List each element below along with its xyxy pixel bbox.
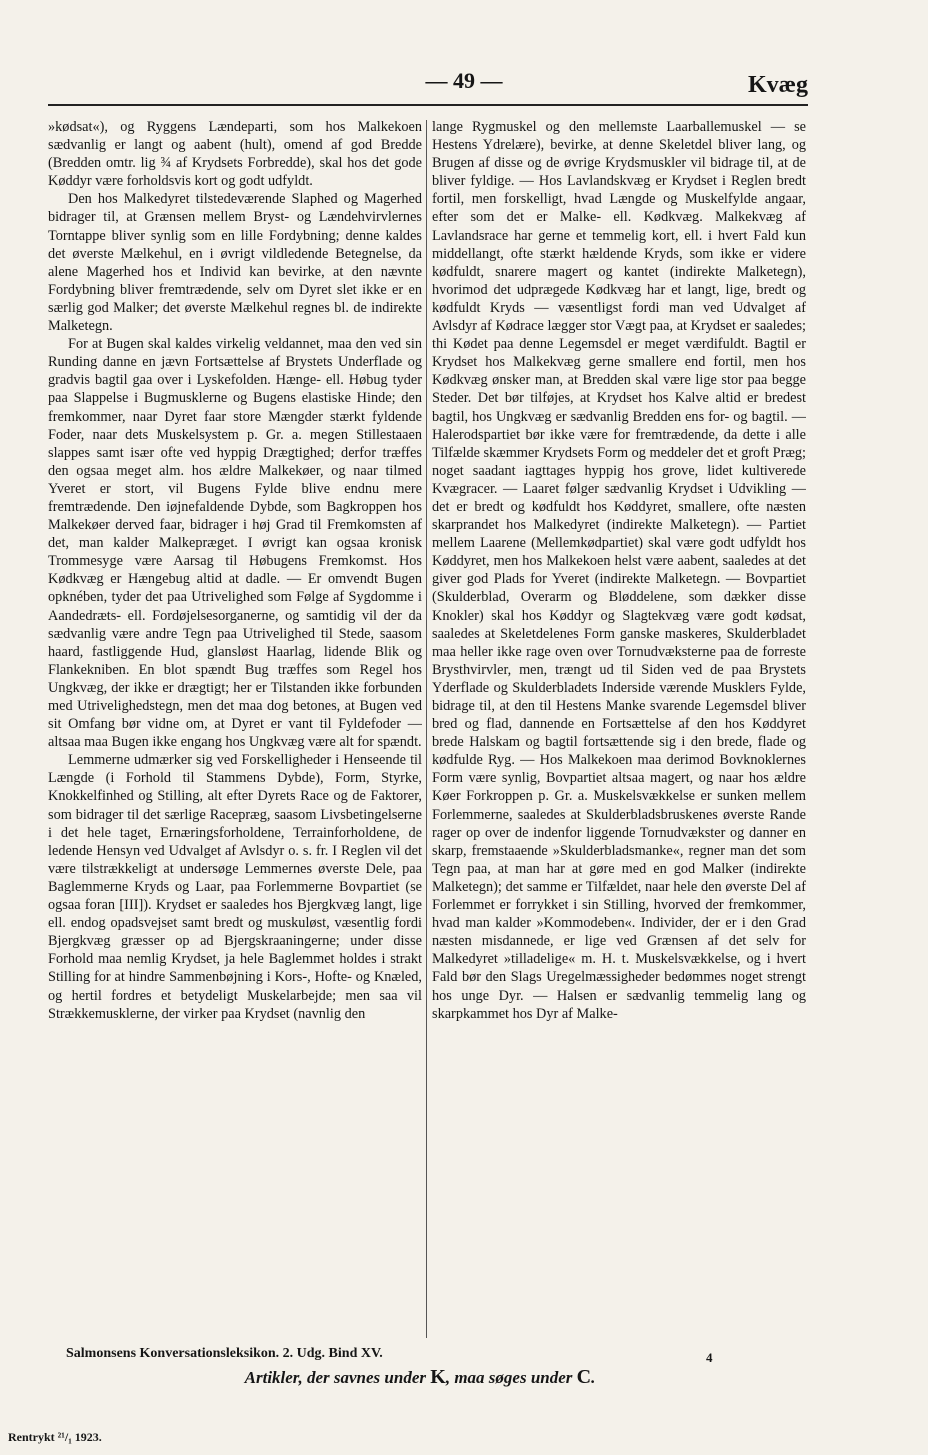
signature-mark: 4	[706, 1350, 713, 1365]
right-column	[432, 118, 806, 1346]
notice-letter: C	[576, 1366, 592, 1388]
reprint-note: Rentrykt ²¹/₁ 1923.	[8, 1430, 102, 1444]
left-column	[48, 118, 422, 1346]
footer-source: Salmonsens Konversationsleksikon. 2. Udg. Bind XV.	[66, 1346, 383, 1361]
column-divider	[426, 120, 427, 1338]
page-number: — 49 —	[425, 68, 503, 93]
header-rule	[48, 104, 808, 106]
running-head: Kvæg	[748, 72, 808, 98]
paragraph: Den hos Malkedyret tilstedeværende Slaphed og Magerhed bidrager til, at Grænsen mellem Bryst- og Lændehvirvlernes Torntappe bliver synlig som en lille Fordybning; denne kaldes det øverste Mælkehul, en i øvrigt vildledende Betegnelse, da alene Magerhed hos et Individ kan bevirke, at den nævnte Fordybning bliver fremtrædende, selv om Dyret slet ikke er en særlig god Malker; det øverste Mælkehul regnes bl. de indirekte Malketegn.	[48, 191, 422, 335]
paragraph: »kødsat«), og Ryggens Lændeparti, som hos Malkekoen sædvanlig er langt og aabent (hult), omend af god Bredde (Bredden omtr. lig ¾ af Krydsets Forbredde), skal hos det gode Køddyr være forholdsvis kort og godt udfyldt.	[48, 119, 422, 190]
paragraph: Lemmerne udmærker sig ved Forskelligheder i Henseende til Længde (i Forhold til Stammens Dybde), Form, Styrke, Knokkelfinhed og Stilling, alt efter Dyrets Race og de Faktorer, som bidrager til det særlige Racepræg, saasom Livsbetingelserne i det hele taget, Ernæringsforholdene, Terrainforholdene, de ledende Hensyn ved Udvalget af Avlsdyr o. s. fr. I Reglen vil det være tilstrækkeligt at undersøge Lemmernes øverste Dele, paa Baglemmerne Kryds og Laar, paa Forlemmerne Bovpartiet (se ogsaa foran [III]). Krydset er saaledes hos Bjergkvæg langt, lige ell. endog opadsvejset samt bredt og muskuløst, væsentlig fordi Bjergkvæg græsser op ad Bjergskraaningerne; under disse Forhold maa nemlig Krydset, ja hele Baglemmet holdes i strakt Stilling for at hindre Sammenbøjning i Kors-, Hofte- og Knæled, og hertil fordres et betydeligt Muskelarbejde; men saa vil Strækkemusklerne, der virker paa Krydset (navnlig den	[48, 752, 422, 1022]
paragraph: lange Rygmuskel og den mellemste Laarballemuskel — se Hestens Ydrelære), bevirke, at denne Skeletdel bliver lang, og Brugen af disse og de øvrige Krydsmuskler vil bidrage til, at de bliver fyldige. — Hos Lavlandskvæg er Krydset i Reglen bredt fortil, men forskelligt, hvad Længde og Muskelfylde angaar, efter som det er Malke- ell. Kødkvæg. Malkekvæg af Lavlandsrace har gerne et temmelig kort, ell. i hvert Fald kun middellangt, ofte stærkt hældende Kryds, som ikke er videre kødfuldt, snarere magert og kantet (indirekte Malketegn), hvorimod det udprægede Kødkvæg har et langt, lige, bredt og kødfuldt Kryds — væsentligst fordi man ved Udvalget af Avlsdyr af Kødrace lægger stor Vægt paa, at Krydset er saaledes; thi Kødet paa denne Legemsdel er meget værdifuldt. Bagtil er Krydset hos Malkekvæg gerne smallere end fortil, men hos Kødkvæg ønsker man, at Bredden skal være lige stor paa begge Steder. Det bør tilføjes, at Krydset hos Kalve altid er bredest bagtil, hos Ungkvæg er sædvanlig Bredden ens for- og bagtil. — Halerodspartiet bør ikke være for fremtrædende, da dette i alle Tilfælde skæmmer Krydsets Form og meddeler det et groft Præg; noget saadant iagttages hyppig hos grove, lidet kultiverede Kvægracer. — Laaret følger sædvanlig Krydset i Udvikling — det er bredt og kødfuldt hos Køddyret, smallere, ofte næsten skarprandet hos Malkedyret (indirekte Malketegn). — Partiet mellem Laarene (Mellemkødpartiet) skal være godt udfyldt hos Køddyret, men hos Malkekoen helst være aabent, saaledes at det giver god Plads for Yveret (indirekte Malketegn. — Bovpartiet (Skulderblad, Overarm og Bløddelene, som dækker disse Knokler) skal hos Køddyr og Slagtekvæg være godt kødsat, saaledes at Skeletdelenes Form ganske maskeres, Skulderbladet maa heller ikke rage oven over Tornudvæksterne paa de forreste Brysthvirvler, men, trængt ud til Siden ved de paa Brystets Yderflade og Skulderbladets Inderside værende Musklers Fylde, bidrage til, at den til Hestens Manke svarende Legemsdel bliver bred og flad, dannende en Fortsættelse af den hos Køddyret brede Halskam og bagtil fortsættende sig i den brede, flade og kødfulde Ryg. — Hos Malkekoen maa derimod Bovknoklernes Form være synlig, Bovpartiet altsaa magert, og naar hos ældre Køer Forkroppen p. Gr. a. Muskelsvækkelse er sunken mellem Forlemmerne, saaledes at Skulderbladsbruskenes øverste Rande rager op over de indenfor liggende Tornudvækster og danner en skarp, fremstaaende »Skulderbladsmanke«, regner man det som Tegn paa, at man har at gøre med en god Malker (indirekte Malketegn); det samme er Tilfældet, naar hele den øverste Del af Forlemmet er forrykket i sin Stilling, hvorved der fremkommer, hvad man kalder »Kommodeben«. Individer, der er i den Grad næsten misdannede, er lige ved Grænsen af det selv for Malkedyret »tilladelige« m. H. t. Muskelsvækkelse, og i hvert Fald bør den Slags Uregelmæssigheder bedømmes noget strengt hos unge Dyr. — Halsen er sædvanlig temmelig lang og skarpkammet hos Dyr af Malke-	[432, 119, 806, 1022]
notice-letter: K	[430, 1366, 446, 1388]
cross-reference-notice	[0, 1366, 840, 1389]
notice-text: Artikler, der savnes under	[244, 1368, 431, 1387]
notice-text: , maa søges under	[445, 1368, 577, 1387]
notice-text: .	[591, 1368, 596, 1387]
paragraph: For at Bugen skal kaldes virkelig veldannet, maa den ved sin Runding danne en jævn Fortsættelse af Brystets Underflade og gradvis bagtil gaa over i Lyskefolden. Hænge- ell. Høbug tyder paa Slappelse i Bugmusklerne og Bugens elastiske Hinde; den fremkommer, naar Dyret faar store Mængder stærkt fyldende Foder, naar dets Muskelsystem p. Gr. a. megen Stillestaaen slappes samt især ofte ved hyppig Drægtighed; derfor træffes den ogsaa meget alm. hos ældre Malkekøer, og naar tilmed Yveret er stort, vil Bugens Fylde blive endnu mere fremtrædende. Den iøjnefaldende Dybde, som Bagkroppen hos Malkekøer derved faar, bidrager i høj Grad til Fremkomsten af det, man kalder Malkepræget. I øvrigt kan ogsaa kronisk Trommesyge være Aarsag til Høbugens Fremkomst. Hos Kødkvæg er Hængebug altid at dadle. — Er omvendt Bugen opknében, tyder det paa Utrivelighed som Følge af Sygdomme i Aandedræts- ell. Fordøjelsesorganerne, og samtidig vil der da sædvanlig være andre Tegn paa Utrivelighed til Stede, saasom haard, fastliggende Hud, glansløst Haarlag, lidende Blik og Flankekniben. En blot spændt Bug træffes som Regel hos Ungkvæg, der ikke er drægtigt; her er Tilstanden ikke forbunden med Utrivelighedstegn, men det maa dog betones, at Bugen ved sit Omfang bør vidne om, at Dyret er vant til Fyldefoder — altsaa maa Bugen ikke engang hos Ungkvæg være alt for spændt.	[48, 336, 422, 751]
